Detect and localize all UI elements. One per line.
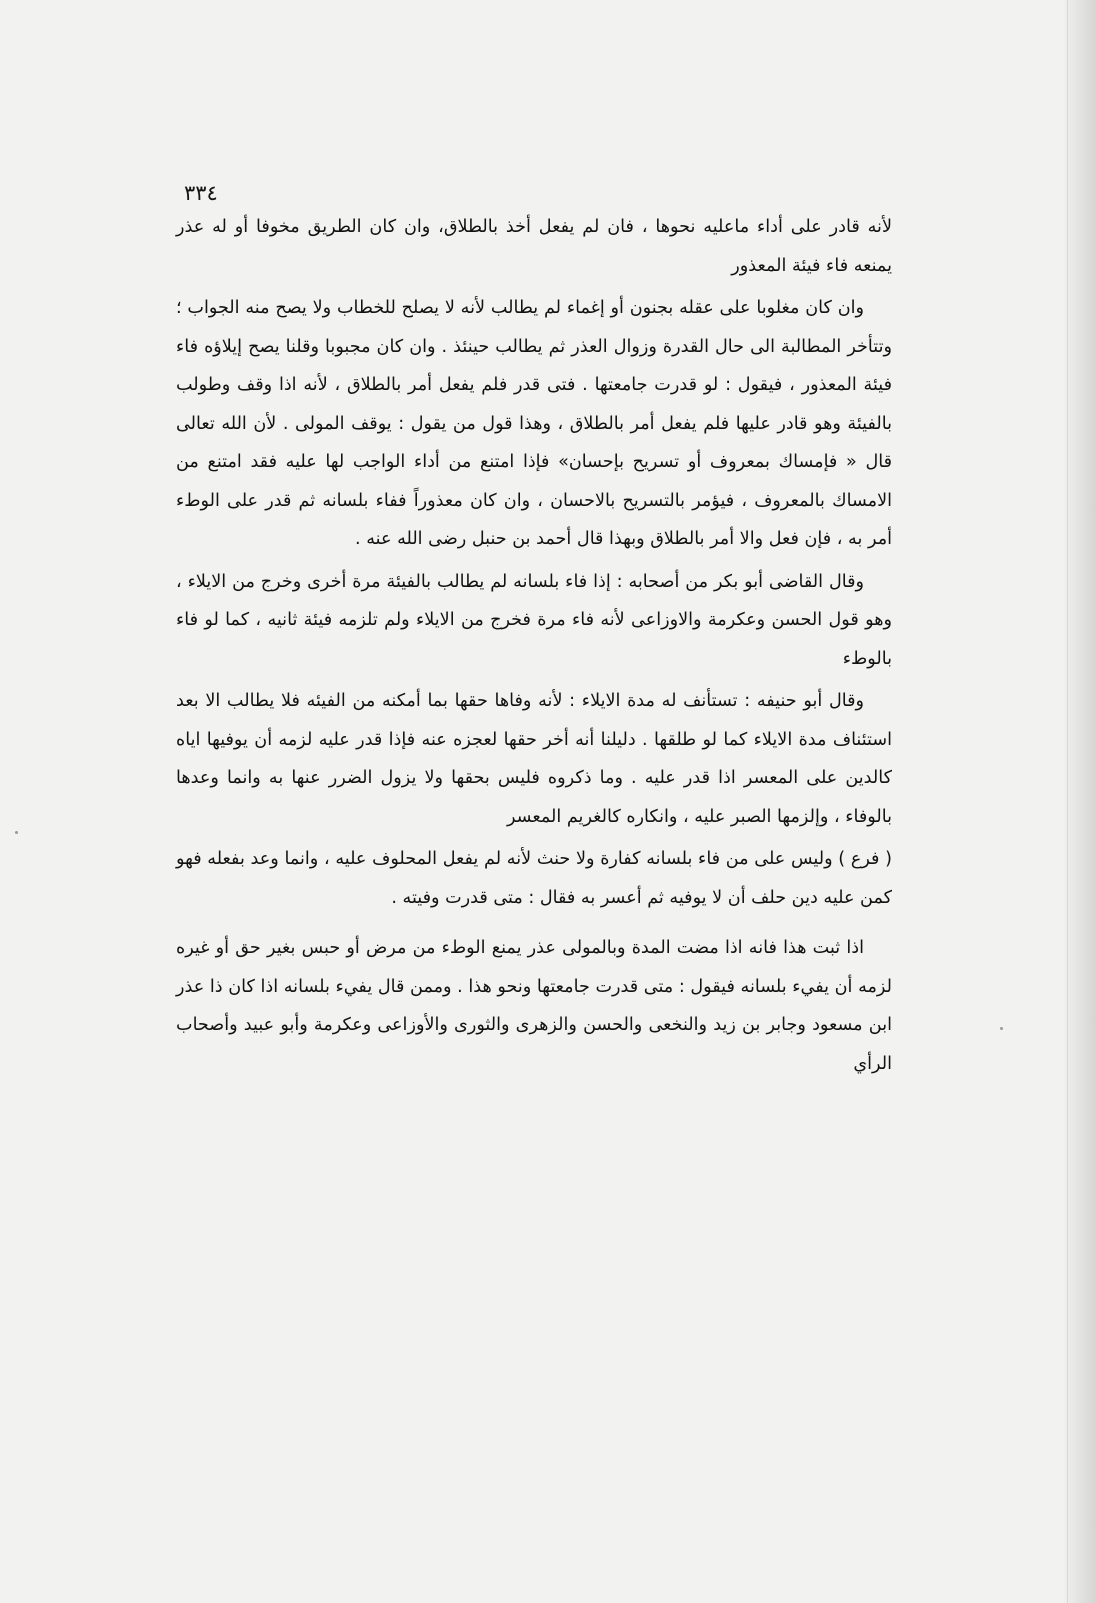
paragraph-5: ( فرع ) وليس على من فاء بلسانه كفارة ولا حنث لأنه لم يفعل المحلوف عليه ، وانما وعد بفعله فهو كمن عليه دين حلف أن لا يوفيه ثم أعسر به فقال : متى قدرت وفيته .	[176, 849, 892, 908]
body-text	[176, 208, 892, 1083]
scan-speck	[15, 831, 18, 834]
paragraph-1: لأنه قادر على أداء ماعليه نحوها ، فان لم يفعل أخذ بالطلاق، وان كان الطريق مخوفا أو له عذر يمنعه فاء فيئة المعذور	[176, 217, 892, 276]
paragraph-3: وقال القاضى أبو بكر من أصحابه : إذا فاء بلسانه لم يطالب بالفيئة مرة أخرى وخرج من الايلاء ، وهو قول الحسن وعكرمة والاوزاعى لأنه فاء مرة فخرج من الايلاء ولم تلزمه فيئة ثانيه ، كما لو فاء بالوطء	[176, 571, 892, 669]
page-edge-line	[1067, 0, 1068, 1603]
scan-speck	[1000, 1027, 1003, 1030]
paragraph-6: اذا ثبت هذا فانه اذا مضت المدة وبالمولى عذر يمنع الوطء من مرض أو حبس بغير حق أو غيره لزمه أن يفيء بلسانه فيقول : متى قدرت جامعتها ونحو هذا . وممن قال يفيء بلسانه اذا كان ذا عذر ابن مسعود وجابر بن زيد والنخعى والحسن والزهرى والثورى والأوزاعى وعكرمة وأبو عبيد وأصحاب الرأي	[176, 938, 892, 1074]
paragraph-2: وان كان مغلوبا على عقله بجنون أو إغماء لم يطالب لأنه لا يصلح للخطاب ولا يصح منه الجواب ؛ وتتأخر المطالبة الى حال القدرة وزوال العذر ثم يطالب حينئذ . وان كان مجبوبا وقلنا يصح إيلاؤه فاء فيئة المعذور ، فيقول : لو قدرت جامعتها . فتى قدر فلم يفعل أمر بالطلاق ، لأنه اذا وقف وطولب بالفيئة وهو قادر عليها فلم يفعل أمر بالطلاق ، وهذا قول من يقول : يوقف المولى . لأن الله تعالى قال « فإمساك بمعروف أو تسريح بإحسان» فإذا امتنع من أداء الواجب لها عليه فقد امتنع من الامساك بالمعروف ، فيؤمر بالتسريح بالاحسان ، وان كان معذوراً ففاء بلسانه ثم قدر على الوطء أمر به ، فإن فعل والا أمر بالطلاق وبهذا قال أحمد بن حنبل رضى الله عنه .	[176, 298, 892, 549]
page-number: ٣٣٤	[184, 181, 218, 205]
paragraph-4: وقال أبو حنيفه : تستأنف له مدة الايلاء : لأنه وفاها حقها بما أمكنه من الفيئه فلا يطالب الا بعد استئناف مدة الايلاء كما لو طلقها . دليلنا أنه أخر حقها لعجزه عنه فإذا قدر عليه لزمه أن يوفيها اياه كالدين على المعسر اذا قدر عليه . وما ذكروه فليس بحقها ولا يزول الضرر عنها به وانما وعدها بالوفاء ، وإلزمها الصبر عليه ، وانكاره كالغريم المعسر	[176, 691, 892, 827]
